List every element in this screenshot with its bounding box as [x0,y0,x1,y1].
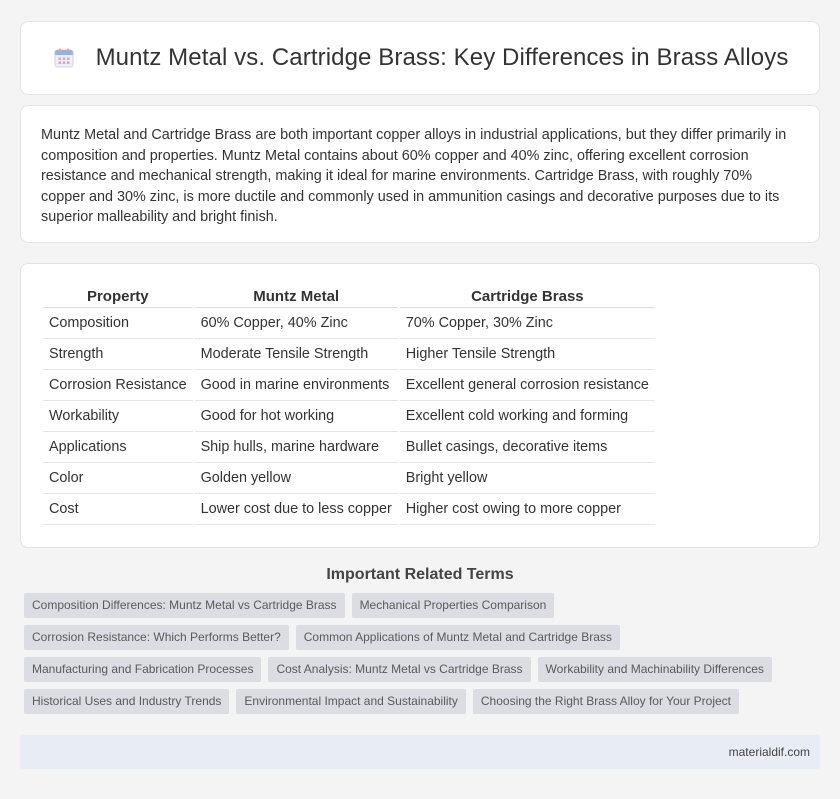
related-tag[interactable]: Environmental Impact and Sustainability [236,689,465,714]
related-tag[interactable]: Cost Analysis: Muntz Metal vs Cartridge Brass [268,657,530,682]
cell-property: Strength [43,339,193,370]
cell-muntz: Moderate Tensile Strength [195,339,398,370]
cell-muntz: 60% Copper, 40% Zinc [195,308,398,339]
related-tag[interactable]: Historical Uses and Industry Trends [24,689,229,714]
related-tag[interactable]: Mechanical Properties Comparison [352,593,555,618]
related-tag[interactable]: Workability and Machinability Differences [538,657,772,682]
cell-cartridge: Higher cost owing to more copper [400,494,655,525]
related-tag[interactable]: Choosing the Right Brass Alloy for Your Project [473,689,739,714]
footer-site-name: materialdif.com [728,745,810,759]
cell-property: Color [43,463,193,494]
calendar-icon [52,46,76,70]
cell-property: Cost [43,494,193,525]
cell-cartridge: Excellent general corrosion resistance [400,370,655,401]
related-tag[interactable]: Common Applications of Muntz Metal and Cartridge Brass [296,625,620,650]
page-title: Muntz Metal vs. Cartridge Brass: Key Differences in Brass Alloys [95,44,789,71]
related-tags [20,593,820,714]
table-row [43,463,655,494]
footer-bar [20,735,820,769]
cell-muntz: Good for hot working [195,401,398,432]
title-wrap [52,44,789,72]
cell-muntz: Good in marine environments [195,370,398,401]
table-row [43,494,655,525]
cell-cartridge: Bright yellow [400,463,655,494]
table-row [43,370,655,401]
comparison-table-card [20,263,820,548]
header-property: Property [43,284,193,308]
table-row [43,339,655,370]
cell-property: Workability [43,401,193,432]
related-tag[interactable]: Manufacturing and Fabrication Processes [24,657,261,682]
table-row [43,308,655,339]
table-row [43,401,655,432]
cell-cartridge: 70% Copper, 30% Zinc [400,308,655,339]
related-tag[interactable]: Corrosion Resistance: Which Performs Better? [24,625,289,650]
comparison-table [41,284,657,525]
cell-muntz: Golden yellow [195,463,398,494]
cell-cartridge: Higher Tensile Strength [400,339,655,370]
related-terms-section [20,566,820,714]
cell-property: Applications [43,432,193,463]
cell-property: Corrosion Resistance [43,370,193,401]
intro-paragraph: Muntz Metal and Cartridge Brass are both important copper alloys in industrial applications, but they differ primarily in composition and properties. Muntz Metal contains about 60% copper and 40% zinc, offering excellent corrosion resistance and mechanical strength, making it ideal for marine environments. Cartridge Brass, with roughly 70% copper and 30% zinc, is more ductile and commonly used in ammunition casings and decorative purposes due to its superior malleability and bright finish. [41,127,787,226]
header-muntz-metal: Muntz Metal [195,284,398,308]
cell-cartridge: Excellent cold working and forming [400,401,655,432]
header-cartridge-brass: Cartridge Brass [400,284,655,308]
related-terms-title: Important Related Terms [326,566,514,583]
header-card [20,21,820,95]
intro-card [20,105,820,243]
table-row [43,432,655,463]
cell-muntz: Lower cost due to less copper [195,494,398,525]
table-header-row [43,284,655,308]
cell-cartridge: Bullet casings, decorative items [400,432,655,463]
cell-muntz: Ship hulls, marine hardware [195,432,398,463]
related-tag[interactable]: Composition Differences: Muntz Metal vs Cartridge Brass [24,593,345,618]
cell-property: Composition [43,308,193,339]
